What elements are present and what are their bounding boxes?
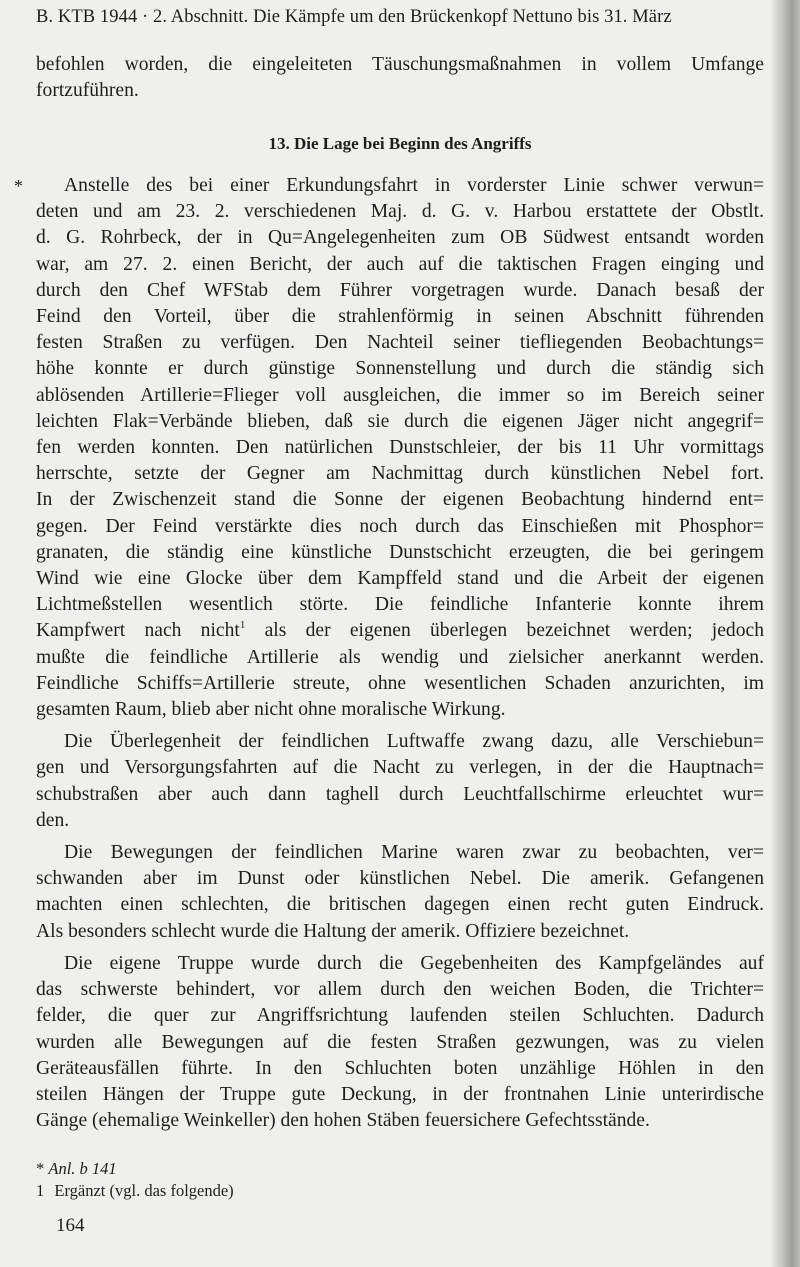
text-line: gesamten Raum, blieb aber nicht ohne moralische Wirkung. [36, 699, 506, 721]
text-line: Feindliche Schiffs=Artillerie streute, ohne wesentlichen Schaden anzurichten, im [36, 672, 764, 694]
text-line: herrschte, setzte der Gegner am Nachmittag durch künstlichen Nebel fort. [36, 463, 764, 485]
text-line: Wind wie eine Glocke über dem Kampffeld stand und die Arbeit der eigenen [36, 568, 764, 590]
text-segment: Kampfwert nach nicht [36, 620, 240, 642]
running-head: B. KTB 1944 · 2. Abschnitt. Die Kämpfe um den Brückenkopf Nettuno bis 31. März [36, 7, 672, 27]
text-line: den. [36, 809, 70, 831]
text-line: festen Straßen zu verfügen. Den Nachteil seiner tiefliegenden Beobachtungs= [36, 332, 764, 354]
paragraph-situation-report [36, 173, 764, 723]
footnote-1 [36, 1180, 536, 1202]
paragraph-own-troops [36, 951, 764, 1134]
text-line: schwanden aber im Dunst oder künstlichen Nebel. Die amerik. Gefangenen [36, 868, 764, 890]
body-text [36, 173, 764, 1134]
footnote-marker: * [36, 1159, 45, 1178]
text-line: Die eigene Truppe wurde durch die Gegebenheiten des Kampfgeländes auf [64, 952, 764, 974]
text-line: fortzuführen. [36, 80, 139, 102]
text-line: Geräteausfällen führte. In den Schluchten boten unzählige Höhlen in den [36, 1057, 764, 1079]
text-line: fen werden konnten. Den natürlichen Dunstschleier, der bis 11 Uhr vormittags [36, 437, 764, 459]
text-line: Feind den Vorteil, über die strahlenförmig in seinen Abschnitt führenden [36, 306, 764, 328]
paragraph-navy-prisoners [36, 840, 764, 945]
page-number: 164 [56, 1215, 85, 1236]
text-line: war, am 27. 2. einen Bericht, der auch auf die taktischen Fragen einging und [36, 253, 764, 275]
footnote-reference[interactable]: 1 [239, 619, 246, 632]
footnote-asterisk-marker: * [14, 176, 23, 196]
text-line: Die Überlegenheit der feindlichen Luftwaffe zwang dazu, alle Verschiebun= [64, 731, 764, 753]
text-line: durch den Chef WFStab dem Führer vorgetragen wurde. Danach besaß der [36, 279, 764, 301]
text-line: schubstraßen aber auch dann taghell durch Leuchtfallschirme erleuchtet wur= [36, 783, 764, 805]
text-line: Anstelle des bei einer Erkundungsfahrt in vorderster Linie schwer verwun= [64, 175, 764, 196]
text-line: Lichtmeßstellen wesentlich störte. Die feindliche Infanterie konnte ihrem [36, 594, 764, 616]
footnote-text: Ergänzt (vgl. das folgende) [54, 1181, 234, 1200]
text-line: gen und Versorgungsfahrten auf die Nacht zu verlegen, in der die Hauptnach= [36, 757, 764, 779]
section-heading: 13. Die Lage bei Beginn des Angriffs [268, 134, 532, 153]
paragraph-air-superiority [36, 729, 764, 834]
text-line: Die Bewegungen der feindlichen Marine waren zwar zu beobachten, ver= [64, 842, 764, 864]
text-line: das schwerste behindert, vor allem durch den weichen Boden, die Trichter= [36, 979, 764, 1001]
footnote-marker: 1 [36, 1181, 45, 1200]
text-line: höhe konnte er durch günstige Sonnenstellung und durch die ständig sich [36, 358, 764, 380]
text-line: machten einen schlechten, die britischen dagegen einen recht guten Eindruck. [36, 894, 764, 916]
text-line: steilen Hängen der Truppe gute Deckung, in der frontnahen Linie unterirdische [36, 1083, 764, 1105]
text-line: wurden alle Bewegungen auf die festen Straßen gezwungen, was zu vielen [36, 1031, 764, 1053]
text-line: leichten Flak=Verbände blieben, daß sie durch die eigenen Jäger nicht angegrif= [36, 410, 764, 432]
text-line: gegen. Der Feind verstärkte dies noch durch das Einschießen mit Phosphor= [36, 515, 764, 537]
text-line: Als besonders schlecht wurde die Haltung der amerik. Offiziere bezeichnet. [36, 920, 630, 942]
text-line: felder, die quer zur Angriffsrichtung laufenden steilen Schluchten. Dadurch [36, 1005, 764, 1027]
text-line: granaten, die ständig eine künstliche Dunstschicht erzeugten, die bei geringem [36, 541, 764, 563]
text-line: ablösenden Artillerie=Flieger voll ausgleichen, die immer so im Bereich seiner [36, 384, 764, 406]
text-line: befohlen worden, die eingeleiteten Täuschungsmaßnahmen in vollem Umfange [36, 54, 764, 75]
text-line: deten und am 23. 2. verschiedenen Maj. d. G. v. Harbou erstattete der Obstlt. [36, 201, 764, 223]
text-line-with-footnote [36, 618, 764, 644]
footnote-asterisk [36, 1158, 536, 1180]
footnotes [36, 1158, 536, 1202]
text-line: Gänge (ehemalige Weinkeller) den hohen Stäben feuersichere Gefechtsstände. [36, 1110, 650, 1132]
text-line: In der Zwischenzeit stand die Sonne der eigenen Beobachtung hindernd ent= [36, 489, 764, 511]
intro-paragraph [36, 52, 764, 104]
text-line: mußte die feindliche Artillerie als wendig und zielsicher anerkannt werden. [36, 646, 764, 668]
footnote-text: Anl. b 141 [48, 1159, 117, 1178]
text-line: d. G. Rohrbeck, der in Qu=Angelegenheiten zum OB Südwest entsandt worden [36, 227, 764, 249]
text-segment: als der eigenen überlegen bezeichnet werden; jedoch [245, 620, 765, 642]
